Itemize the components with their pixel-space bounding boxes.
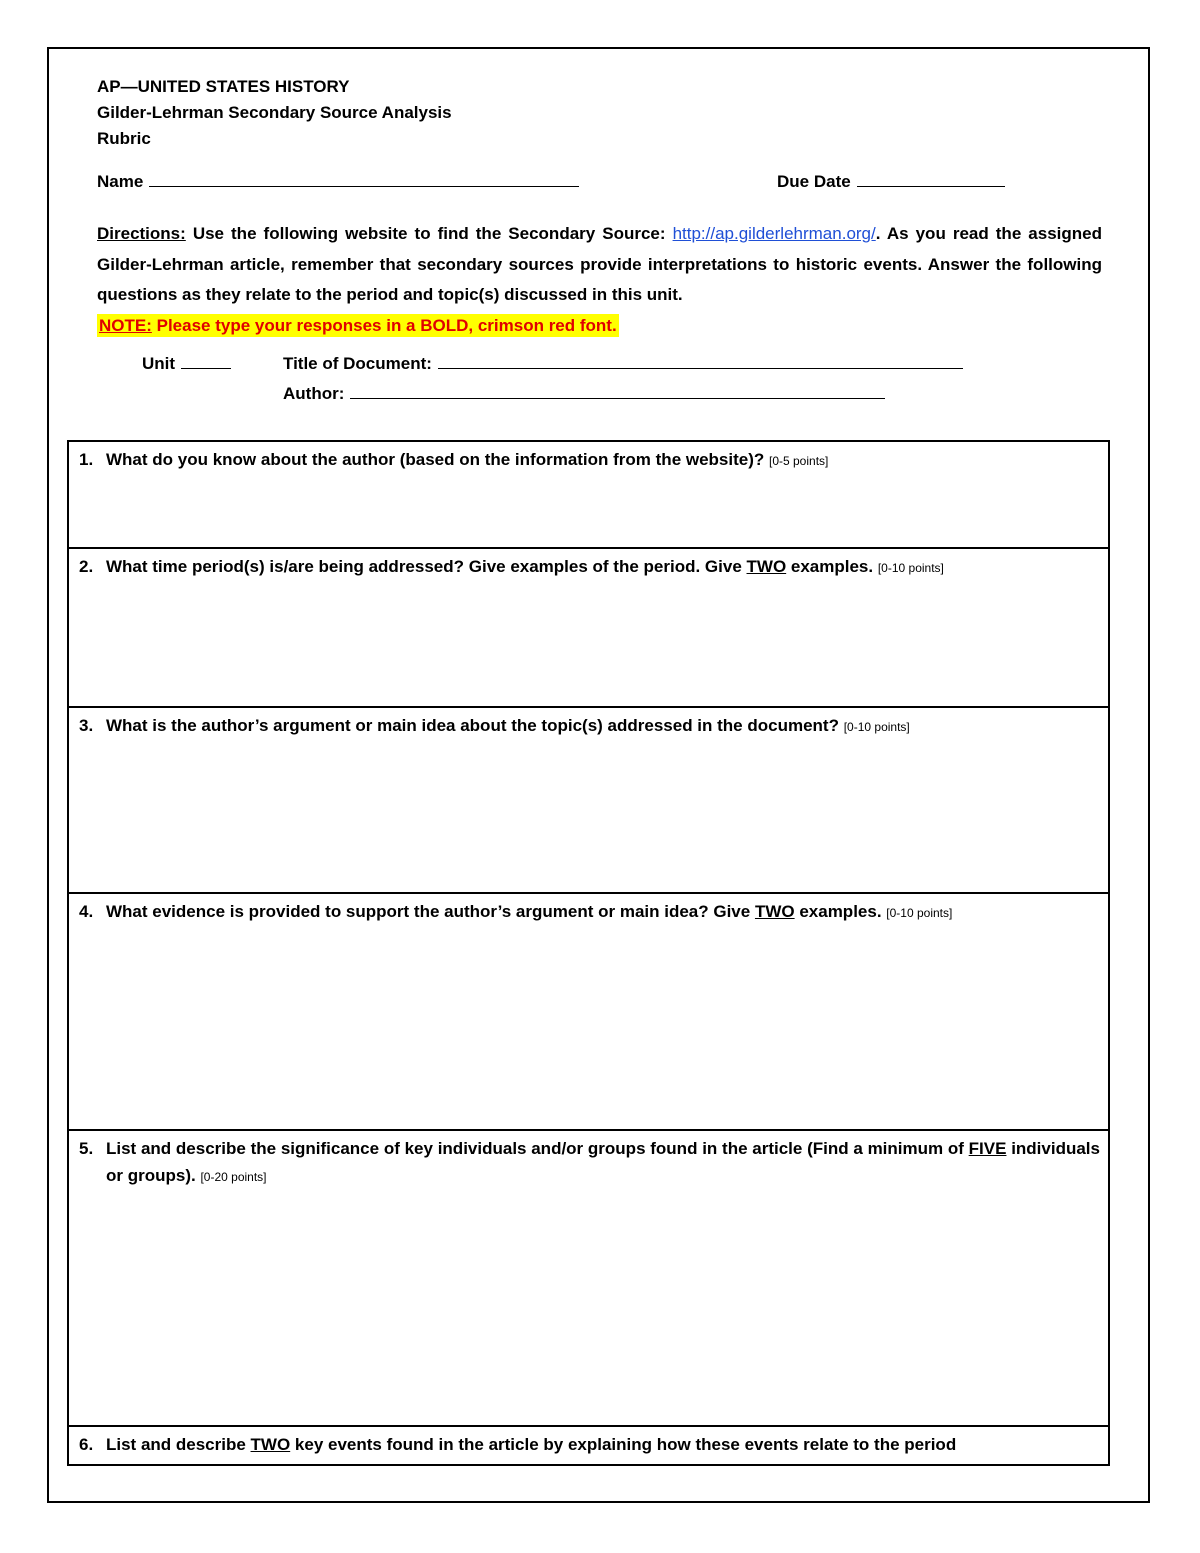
question-number: 3.	[79, 716, 94, 735]
question-emphasis: FIVE	[968, 1139, 1007, 1158]
question-text: What evidence is provided to support the author’s argument or main idea? Give	[106, 902, 755, 921]
question-5-cell[interactable]	[69, 1131, 1108, 1427]
note-text: Please type your responses in a BOLD, crimson red font.	[151, 315, 617, 335]
title-blank[interactable]	[438, 354, 963, 369]
title-line	[283, 354, 963, 374]
due-date-blank[interactable]	[857, 172, 1005, 187]
question-points: [0-10 points]	[877, 561, 944, 575]
author-line	[283, 384, 885, 404]
unit-blank[interactable]	[181, 354, 231, 369]
question-emphasis: TWO	[250, 1435, 291, 1454]
name-blank[interactable]	[149, 172, 579, 187]
question-points: [0-5 points]	[769, 454, 829, 468]
question-text: What do you know about the author (based on the information from the website)?	[106, 450, 769, 469]
question-1-cell[interactable]	[69, 442, 1108, 549]
question-points: [0-10 points]	[886, 906, 953, 920]
question-number: 6.	[79, 1435, 94, 1454]
directions-label: Directions:	[97, 224, 186, 243]
assignment-title: Gilder-Lehrman Secondary Source Analysis	[97, 103, 452, 122]
author-label: Author:	[283, 384, 345, 403]
question-text: List and describe the significance of key individuals and/or groups found in the article (Find a minimum of	[106, 1139, 969, 1158]
name-line	[97, 172, 579, 192]
question-points: [0-20 points]	[200, 1170, 267, 1184]
question-6-cell[interactable]	[69, 1427, 1108, 1464]
question-text-end: key events found in the article by explaining how these events relate to the period	[290, 1435, 957, 1454]
gilder-lehrman-link[interactable]: http://ap.gilderlehrman.org/	[672, 224, 876, 243]
question-number: 2.	[79, 557, 94, 576]
note-label: NOTE:	[99, 315, 152, 335]
question-number: 5.	[79, 1139, 94, 1158]
question-text: What is the author’s argument or main idea about the topic(s) addressed in the document?	[106, 716, 844, 735]
unit-label: Unit	[142, 354, 176, 373]
title-label: Title of Document:	[283, 354, 432, 373]
directions-text-1: Use the following website to find the Secondary Source:	[185, 224, 673, 243]
name-label: Name	[97, 172, 144, 191]
question-text-end: examples.	[786, 557, 878, 576]
question-emphasis: TWO	[754, 902, 795, 921]
note-highlight	[97, 314, 619, 337]
questions-table	[67, 440, 1110, 1466]
question-number: 4.	[79, 902, 94, 921]
due-date-label: Due Date	[777, 172, 851, 191]
document-header	[97, 74, 452, 152]
question-number: 1.	[79, 450, 94, 469]
question-text: List and describe	[106, 1435, 251, 1454]
assignment-subtitle: Rubric	[97, 129, 151, 148]
directions-text-2: . As you read the assigned Gilder-Lehrman article, remember that secondary sources provide interpretations to historic events. Answer the following questions as they relate to the period and topic(s) discussed in this unit.	[97, 224, 1102, 304]
due-date-line	[777, 172, 1005, 192]
question-points: [0-10 points]	[843, 720, 910, 734]
question-text-end: individuals or groups).	[106, 1139, 1100, 1185]
question-3-cell[interactable]	[69, 708, 1108, 894]
question-4-cell[interactable]	[69, 894, 1108, 1131]
course-title: AP—UNITED STATES HISTORY	[97, 77, 350, 96]
question-2-cell[interactable]	[69, 549, 1108, 708]
author-blank[interactable]	[350, 384, 885, 399]
unit-line	[142, 354, 231, 374]
directions-paragraph	[97, 219, 1102, 341]
question-text: What time period(s) is/are being addressed? Give examples of the period. Give	[106, 557, 747, 576]
question-text-end: examples.	[794, 902, 887, 921]
question-emphasis: TWO	[746, 557, 787, 576]
